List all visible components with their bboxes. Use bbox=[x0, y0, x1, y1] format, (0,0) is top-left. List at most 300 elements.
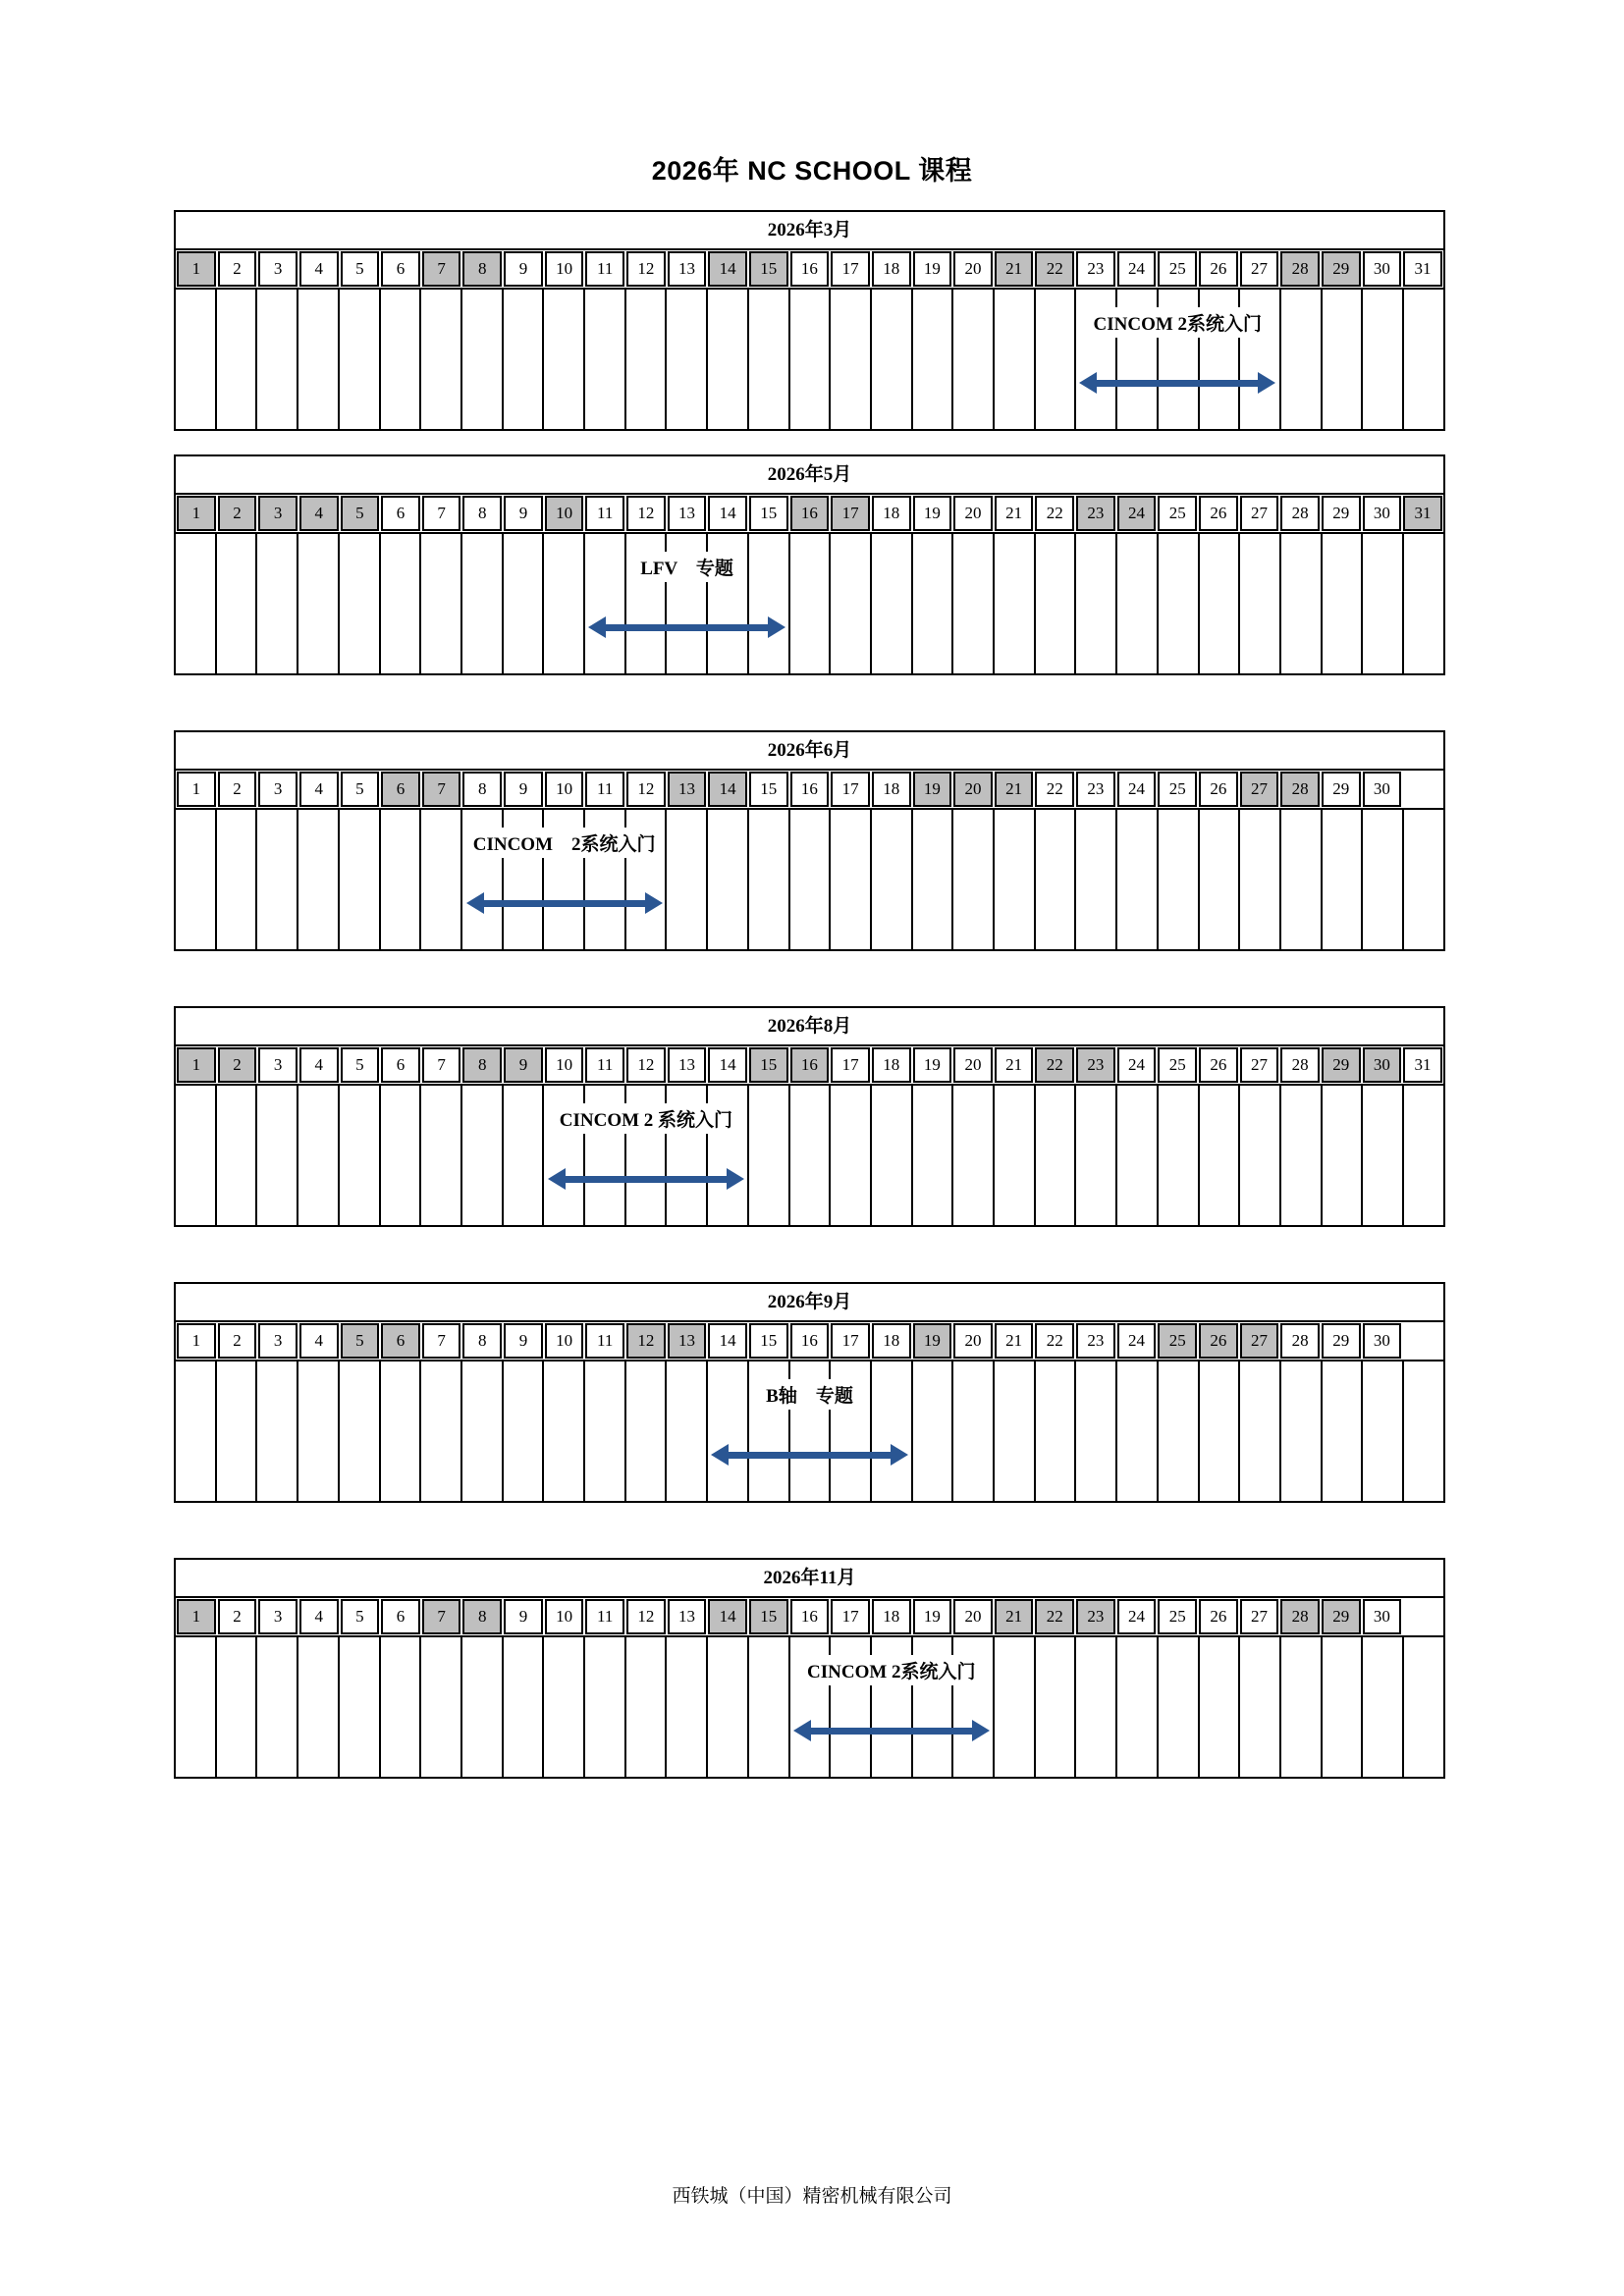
day-cell: 10 bbox=[545, 1047, 584, 1083]
day-cell: 22 bbox=[1035, 1323, 1074, 1359]
day-cell: 17 bbox=[831, 772, 870, 807]
schedule-cell bbox=[953, 810, 995, 949]
schedule-cell bbox=[421, 534, 462, 673]
day-cell: 18 bbox=[872, 1323, 911, 1359]
day-cell: 2 bbox=[218, 1599, 257, 1634]
day-cell: 22 bbox=[1035, 772, 1074, 807]
day-slot bbox=[789, 1046, 831, 1084]
day-slot bbox=[503, 1322, 544, 1360]
day-cell-weekend: 19 bbox=[913, 1323, 952, 1359]
day-slot bbox=[707, 1046, 748, 1084]
day-slot bbox=[912, 1046, 953, 1084]
day-cell: 5 bbox=[341, 1047, 380, 1083]
day-cell: 10 bbox=[545, 1323, 584, 1359]
day-cell: 3 bbox=[258, 251, 298, 287]
schedule-cell bbox=[217, 534, 258, 673]
day-cell: 24 bbox=[1117, 251, 1157, 287]
day-cell: 17 bbox=[831, 1599, 870, 1634]
schedule-cell bbox=[995, 1086, 1036, 1225]
day-slot bbox=[1362, 495, 1403, 532]
month-calendar bbox=[174, 1282, 1445, 1503]
day-slot bbox=[871, 1322, 912, 1360]
schedule-cell bbox=[585, 1637, 626, 1777]
day-cell: 19 bbox=[913, 496, 952, 531]
schedule-cell bbox=[1323, 290, 1364, 429]
arrow-shaft bbox=[1095, 380, 1260, 387]
schedule-cell bbox=[1117, 1637, 1159, 1777]
day-cell-weekend: 15 bbox=[749, 1047, 788, 1083]
day-cell: 12 bbox=[626, 1047, 666, 1083]
day-cell: 16 bbox=[790, 772, 830, 807]
day-cell: 8 bbox=[462, 772, 502, 807]
day-cell: 31 bbox=[1403, 1047, 1442, 1083]
schedule-cell bbox=[1117, 1362, 1159, 1501]
schedule-cell bbox=[1036, 1637, 1077, 1777]
day-slot bbox=[1321, 250, 1362, 288]
day-slot bbox=[748, 250, 789, 288]
day-cell: 12 bbox=[626, 1599, 666, 1634]
day-slot bbox=[1116, 1598, 1158, 1635]
day-slot bbox=[1239, 1046, 1280, 1084]
day-slot bbox=[667, 495, 708, 532]
day-slot bbox=[625, 495, 667, 532]
schedule-cell bbox=[1323, 1086, 1364, 1225]
day-cell: 25 bbox=[1158, 1599, 1197, 1634]
day-cell: 17 bbox=[831, 251, 870, 287]
day-slot bbox=[421, 1322, 462, 1360]
day-cell: 24 bbox=[1117, 772, 1157, 807]
schedule-cell bbox=[1363, 810, 1404, 949]
day-cell: 11 bbox=[585, 772, 624, 807]
day-slot bbox=[789, 1322, 831, 1360]
schedule-cell bbox=[790, 290, 832, 429]
day-cell: 4 bbox=[299, 251, 339, 287]
day-slot bbox=[830, 495, 871, 532]
day-cell: 2 bbox=[218, 251, 257, 287]
day-cell: 13 bbox=[668, 496, 707, 531]
days-row bbox=[176, 250, 1443, 290]
day-cell: 15 bbox=[749, 772, 788, 807]
month-title: 2026年5月 bbox=[176, 456, 1443, 495]
schedule-cell bbox=[1363, 1362, 1404, 1501]
day-slot bbox=[1034, 771, 1075, 808]
schedule-cell bbox=[1281, 290, 1323, 429]
schedule-cell bbox=[749, 1086, 790, 1225]
day-slot bbox=[1362, 1046, 1403, 1084]
schedule-cell bbox=[1404, 810, 1443, 949]
course-duration-arrow bbox=[1079, 369, 1275, 397]
day-slot bbox=[625, 250, 667, 288]
day-slot bbox=[1402, 1598, 1443, 1635]
day-cell: 27 bbox=[1240, 1047, 1279, 1083]
schedule-cell bbox=[298, 1362, 340, 1501]
day-cell-weekend: 23 bbox=[1076, 496, 1115, 531]
day-slot bbox=[421, 771, 462, 808]
schedule-cell bbox=[913, 290, 954, 429]
schedule-cell bbox=[257, 1086, 298, 1225]
day-cell-weekend: 14 bbox=[708, 772, 747, 807]
day-slot bbox=[952, 1322, 994, 1360]
day-cell: 23 bbox=[1076, 1323, 1115, 1359]
course-label: CINCOM 2 系统入门 bbox=[552, 1103, 740, 1134]
schedule-cell bbox=[298, 1637, 340, 1777]
schedule-cell bbox=[708, 1362, 749, 1501]
day-cell-weekend: 31 bbox=[1403, 496, 1442, 531]
day-slot bbox=[1116, 1322, 1158, 1360]
schedule-cell bbox=[1076, 1086, 1117, 1225]
day-slot bbox=[544, 495, 585, 532]
day-cell: 6 bbox=[381, 496, 420, 531]
day-slot bbox=[421, 1046, 462, 1084]
day-slot bbox=[584, 1322, 625, 1360]
day-cell-weekend: 14 bbox=[708, 1599, 747, 1634]
day-cell: 30 bbox=[1363, 1323, 1402, 1359]
day-slot bbox=[871, 250, 912, 288]
day-cell: 13 bbox=[668, 1047, 707, 1083]
day-cell: 19 bbox=[913, 1047, 952, 1083]
schedule-cell bbox=[790, 1086, 832, 1225]
day-slot bbox=[1321, 1322, 1362, 1360]
schedule-cell bbox=[257, 290, 298, 429]
day-cell: 29 bbox=[1322, 496, 1361, 531]
day-cell-weekend: 30 bbox=[1363, 1047, 1402, 1083]
month-calendar bbox=[174, 210, 1445, 431]
day-slot bbox=[912, 1322, 953, 1360]
day-slot bbox=[625, 771, 667, 808]
day-cell: 24 bbox=[1117, 1047, 1157, 1083]
schedule-cell bbox=[176, 1086, 217, 1225]
day-cell: 28 bbox=[1280, 1047, 1320, 1083]
schedule-cell bbox=[176, 1362, 217, 1501]
day-cell-weekend: 4 bbox=[299, 496, 339, 531]
day-slot bbox=[1198, 1598, 1239, 1635]
schedule-cell bbox=[749, 1637, 790, 1777]
day-slot bbox=[952, 250, 994, 288]
schedule-cell bbox=[217, 1637, 258, 1777]
schedule-cell bbox=[1159, 1086, 1200, 1225]
schedule-cell bbox=[1281, 1086, 1323, 1225]
day-cell: 25 bbox=[1158, 1047, 1197, 1083]
arrow-shaft bbox=[482, 900, 647, 907]
schedule-cell bbox=[257, 1362, 298, 1501]
schedule-cell bbox=[421, 1086, 462, 1225]
day-cell-weekend: 21 bbox=[995, 772, 1034, 807]
day-slot bbox=[994, 1046, 1035, 1084]
day-slot bbox=[1157, 1046, 1198, 1084]
day-cell: 2 bbox=[218, 772, 257, 807]
schedule-cell bbox=[1076, 810, 1117, 949]
schedule-cell bbox=[953, 534, 995, 673]
day-cell: 11 bbox=[585, 251, 624, 287]
day-slot bbox=[952, 1598, 994, 1635]
day-cell-weekend: 8 bbox=[462, 1599, 502, 1634]
day-cell: 25 bbox=[1158, 496, 1197, 531]
day-slot bbox=[748, 1322, 789, 1360]
day-cell: 10 bbox=[545, 1599, 584, 1634]
schedule-cell bbox=[953, 1086, 995, 1225]
schedule-cell bbox=[1159, 534, 1200, 673]
schedule-cell bbox=[831, 290, 872, 429]
schedule-cell bbox=[1076, 534, 1117, 673]
schedule-row bbox=[176, 1637, 1443, 1777]
schedule-cell bbox=[872, 1086, 913, 1225]
day-slot bbox=[830, 250, 871, 288]
schedule-cell bbox=[298, 534, 340, 673]
day-cell: 12 bbox=[626, 772, 666, 807]
day-slot bbox=[257, 1046, 298, 1084]
day-slot bbox=[298, 1598, 340, 1635]
schedule-cell bbox=[1036, 1362, 1077, 1501]
day-slot bbox=[952, 771, 994, 808]
schedule-cell bbox=[790, 810, 832, 949]
schedule-cell bbox=[217, 290, 258, 429]
schedule-cell bbox=[504, 290, 545, 429]
day-cell: 31 bbox=[1403, 251, 1442, 287]
day-cell-weekend: 19 bbox=[913, 772, 952, 807]
day-slot bbox=[1075, 250, 1116, 288]
day-slot bbox=[994, 250, 1035, 288]
day-cell: 6 bbox=[381, 1047, 420, 1083]
course-duration-arrow bbox=[711, 1441, 907, 1468]
day-slot bbox=[1116, 250, 1158, 288]
day-cell: 30 bbox=[1363, 772, 1402, 807]
day-slot bbox=[912, 1598, 953, 1635]
day-cell-weekend: 13 bbox=[668, 772, 707, 807]
schedule-cell bbox=[257, 1637, 298, 1777]
day-slot bbox=[1402, 1046, 1443, 1084]
day-slot bbox=[503, 495, 544, 532]
day-slot bbox=[176, 495, 217, 532]
day-slot bbox=[461, 250, 503, 288]
day-slot bbox=[625, 1598, 667, 1635]
day-slot bbox=[748, 771, 789, 808]
schedule-cell bbox=[953, 1362, 995, 1501]
day-slot bbox=[1075, 1598, 1116, 1635]
schedule-cell bbox=[913, 534, 954, 673]
day-cell: 28 bbox=[1280, 1323, 1320, 1359]
schedule-cell bbox=[217, 810, 258, 949]
schedule-cell bbox=[340, 290, 381, 429]
day-slot bbox=[707, 771, 748, 808]
day-cell: 22 bbox=[1035, 496, 1074, 531]
day-slot bbox=[1321, 1046, 1362, 1084]
schedule-cell bbox=[1404, 1086, 1443, 1225]
schedule-cell bbox=[667, 810, 708, 949]
day-slot bbox=[1198, 1046, 1239, 1084]
schedule-cell bbox=[1281, 810, 1323, 949]
schedule-cell bbox=[176, 810, 217, 949]
day-slot bbox=[1402, 250, 1443, 288]
day-cell: 23 bbox=[1076, 251, 1115, 287]
day-cell: 20 bbox=[953, 496, 993, 531]
day-cell: 18 bbox=[872, 772, 911, 807]
day-slot bbox=[1279, 1322, 1321, 1360]
day-cell-weekend: 5 bbox=[341, 496, 380, 531]
schedule-cell bbox=[708, 290, 749, 429]
day-cell-weekend: 28 bbox=[1280, 772, 1320, 807]
day-slot bbox=[1279, 771, 1321, 808]
day-cell-weekend: 2 bbox=[218, 496, 257, 531]
day-slot bbox=[1157, 1598, 1198, 1635]
schedule-cell bbox=[1076, 1637, 1117, 1777]
day-cell: 18 bbox=[872, 1047, 911, 1083]
day-slot bbox=[544, 1322, 585, 1360]
schedule-row bbox=[176, 534, 1443, 673]
day-slot bbox=[298, 250, 340, 288]
course-label: CINCOM 2系统入门 bbox=[465, 828, 664, 858]
day-cell: 27 bbox=[1240, 1599, 1279, 1634]
day-slot bbox=[871, 1598, 912, 1635]
course-duration-arrow bbox=[793, 1717, 990, 1744]
day-slot bbox=[380, 495, 421, 532]
schedule-cell bbox=[995, 290, 1036, 429]
day-cell: 25 bbox=[1158, 251, 1197, 287]
day-cell: 27 bbox=[1240, 496, 1279, 531]
schedule-cell bbox=[257, 810, 298, 949]
day-slot bbox=[257, 771, 298, 808]
day-cell: 6 bbox=[381, 1599, 420, 1634]
day-slot bbox=[1239, 1598, 1280, 1635]
day-slot bbox=[380, 1598, 421, 1635]
day-slot bbox=[461, 1598, 503, 1635]
day-cell-weekend: 24 bbox=[1117, 496, 1157, 531]
day-slot bbox=[667, 250, 708, 288]
day-cell-weekend: 7 bbox=[422, 251, 461, 287]
day-cell: 30 bbox=[1363, 251, 1402, 287]
day-slot bbox=[1075, 1046, 1116, 1084]
schedule-cell bbox=[585, 534, 626, 673]
day-cell-weekend: 29 bbox=[1322, 1599, 1361, 1634]
month-title: 2026年6月 bbox=[176, 732, 1443, 771]
schedule-cell bbox=[340, 810, 381, 949]
schedule-cell bbox=[872, 1362, 913, 1501]
schedule-cell bbox=[1159, 810, 1200, 949]
day-cell-weekend: 6 bbox=[381, 1323, 420, 1359]
month-title: 2026年3月 bbox=[176, 212, 1443, 250]
day-slot bbox=[217, 495, 258, 532]
schedule-cell bbox=[381, 290, 422, 429]
day-cell: 28 bbox=[1280, 496, 1320, 531]
day-slot bbox=[1402, 495, 1443, 532]
document-title: 2026年 NC SCHOOL 课程 bbox=[651, 156, 973, 186]
day-slot bbox=[912, 250, 953, 288]
day-slot bbox=[257, 1598, 298, 1635]
day-cell-weekend: 22 bbox=[1035, 1599, 1074, 1634]
schedule-cell bbox=[913, 810, 954, 949]
schedule-cell bbox=[1036, 810, 1077, 949]
day-slot bbox=[1034, 250, 1075, 288]
day-cell: 13 bbox=[668, 251, 707, 287]
day-slot bbox=[544, 250, 585, 288]
day-cell: 18 bbox=[872, 1599, 911, 1634]
day-cell: 10 bbox=[545, 251, 584, 287]
schedule-cell bbox=[1159, 1637, 1200, 1777]
schedule-cell bbox=[217, 1086, 258, 1225]
day-cell: 17 bbox=[831, 1323, 870, 1359]
day-cell-weekend: 5 bbox=[341, 1323, 380, 1359]
schedule-cell bbox=[749, 290, 790, 429]
schedule-cell bbox=[1036, 1086, 1077, 1225]
schedule-cell bbox=[421, 1637, 462, 1777]
schedule-row bbox=[176, 810, 1443, 949]
day-slot bbox=[871, 495, 912, 532]
day-cell: 2 bbox=[218, 1323, 257, 1359]
day-cell: 29 bbox=[1322, 772, 1361, 807]
day-cell: 1 bbox=[177, 772, 216, 807]
day-slot bbox=[1116, 771, 1158, 808]
day-cell: 4 bbox=[299, 1047, 339, 1083]
day-slot bbox=[1116, 1046, 1158, 1084]
day-slot bbox=[1198, 495, 1239, 532]
schedule-cell bbox=[1240, 810, 1281, 949]
month-calendar bbox=[174, 454, 1445, 675]
day-slot bbox=[380, 250, 421, 288]
day-slot bbox=[994, 1322, 1035, 1360]
day-slot bbox=[1198, 1322, 1239, 1360]
schedule-cell bbox=[831, 1086, 872, 1225]
day-slot bbox=[912, 771, 953, 808]
day-cell: 20 bbox=[953, 1323, 993, 1359]
day-cell-weekend: 3 bbox=[258, 496, 298, 531]
day-slot bbox=[176, 250, 217, 288]
arrow-right-head-icon bbox=[768, 616, 785, 638]
day-cell-weekend: 17 bbox=[831, 496, 870, 531]
day-cell: 16 bbox=[790, 251, 830, 287]
day-slot bbox=[217, 250, 258, 288]
schedule-cell bbox=[421, 810, 462, 949]
day-cell: 26 bbox=[1199, 251, 1238, 287]
day-cell-weekend: 23 bbox=[1076, 1599, 1115, 1634]
schedule-cell bbox=[544, 534, 585, 673]
day-cell-weekend: 8 bbox=[462, 1047, 502, 1083]
days-row bbox=[176, 1598, 1443, 1637]
day-cell: 20 bbox=[953, 251, 993, 287]
day-cell-weekend: 2 bbox=[218, 1047, 257, 1083]
course-duration-arrow bbox=[466, 889, 663, 917]
day-slot bbox=[707, 1322, 748, 1360]
day-slot bbox=[1157, 771, 1198, 808]
day-slot bbox=[1402, 1322, 1443, 1360]
schedule-cell bbox=[831, 810, 872, 949]
day-slot bbox=[176, 771, 217, 808]
schedule-cell bbox=[504, 534, 545, 673]
schedule-cell bbox=[421, 290, 462, 429]
schedule-cell bbox=[1363, 1086, 1404, 1225]
day-slot bbox=[421, 495, 462, 532]
day-slot bbox=[461, 771, 503, 808]
day-slot bbox=[748, 1598, 789, 1635]
schedule-cell bbox=[462, 1637, 504, 1777]
day-slot bbox=[1075, 495, 1116, 532]
day-cell: 19 bbox=[913, 251, 952, 287]
day-cell: 8 bbox=[462, 1323, 502, 1359]
day-slot bbox=[994, 771, 1035, 808]
day-cell-weekend: 15 bbox=[749, 1599, 788, 1634]
day-slot bbox=[830, 1322, 871, 1360]
schedule-cell bbox=[504, 1637, 545, 1777]
schedule-cell bbox=[995, 810, 1036, 949]
schedule-cell bbox=[462, 1086, 504, 1225]
schedule-cell bbox=[913, 1362, 954, 1501]
day-cell: 7 bbox=[422, 1047, 461, 1083]
day-slot bbox=[544, 1046, 585, 1084]
day-slot bbox=[503, 1046, 544, 1084]
day-cell: 21 bbox=[995, 1323, 1034, 1359]
day-slot bbox=[1034, 1598, 1075, 1635]
day-cell: 9 bbox=[504, 251, 543, 287]
schedule-cell bbox=[257, 534, 298, 673]
day-slot bbox=[217, 1046, 258, 1084]
